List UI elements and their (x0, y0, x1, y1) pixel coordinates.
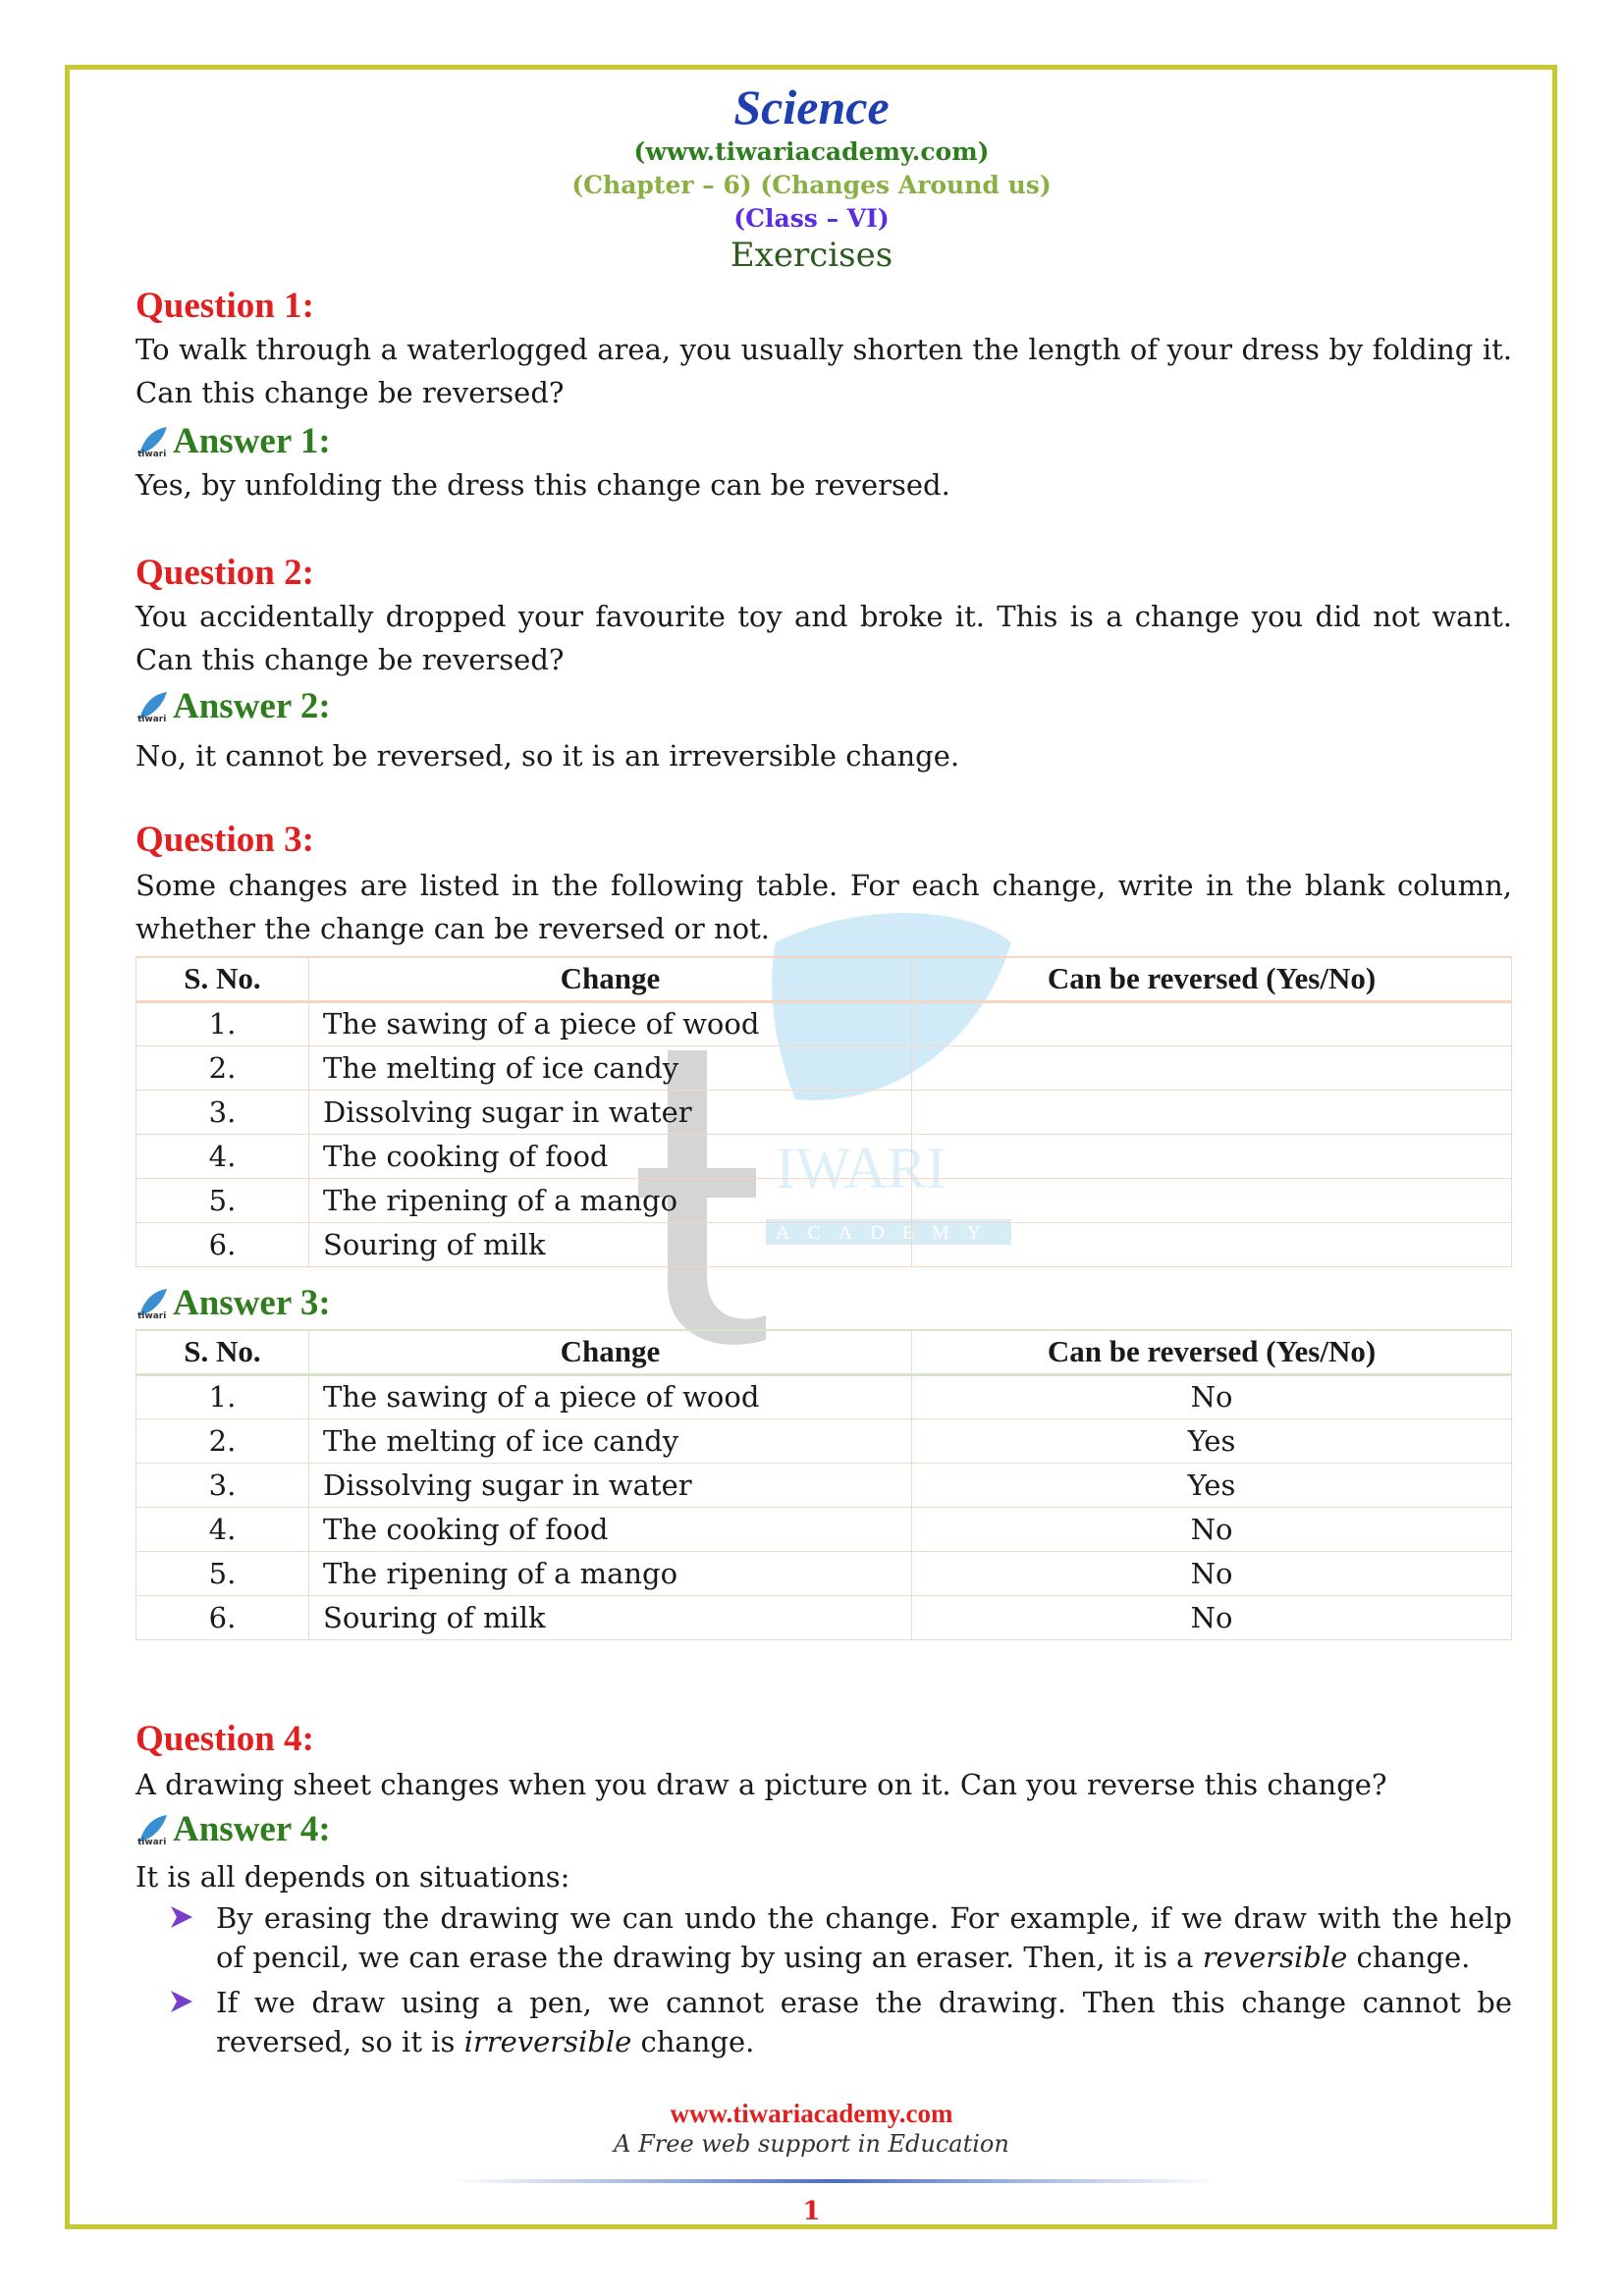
cell-change: The melting of ice candy (309, 1045, 912, 1090)
cell-sno: 1. (136, 1374, 309, 1418)
cell-sno: 3. (136, 1463, 309, 1507)
watermark-sub: ACADEMY (776, 1222, 1000, 1244)
header-chapter: (Chapter – 6) (Changes Around us) (571, 171, 1052, 199)
cell-sno: 1. (136, 1001, 309, 1045)
quill-icon (135, 690, 169, 723)
cell-sno: 6. (136, 1222, 309, 1266)
header-class: (Class – VI) (733, 204, 890, 233)
footer-divider (452, 2179, 1217, 2183)
answer-4-heading (135, 1808, 331, 1850)
page-title: Science (733, 80, 890, 134)
cell-blank (912, 1001, 1512, 1045)
cell-change: The cooking of food (309, 1507, 912, 1551)
table-row (136, 1507, 1512, 1551)
cell-sno: 6. (136, 1595, 309, 1639)
table-row (136, 1222, 1512, 1266)
cell-blank (912, 1045, 1512, 1090)
answer-4-list (216, 1898, 1512, 2067)
table-row (136, 1551, 1512, 1595)
cell-sno: 4. (136, 1507, 309, 1551)
answer-4-label: Answer 4: (173, 1809, 331, 1849)
page-number: 1 (802, 2197, 821, 2226)
watermark-brand: IWARI (776, 1136, 947, 1201)
header-sno: S. No. (136, 957, 309, 1001)
table-row (136, 1178, 1512, 1222)
cell-blank (912, 1178, 1512, 1222)
table-row (136, 1418, 1512, 1463)
table-row (136, 1045, 1512, 1090)
question-2-label: Question 2: (135, 553, 314, 593)
question-2-text: You accidentally dropped your favourite toy and broke it. This is a change you did not want. Can this change be reversed? (135, 600, 1512, 676)
cell-answer: No (912, 1374, 1512, 1418)
bullet-1-text: By erasing the drawing we can undo the change. For example, if we draw with the help of pencil, we can erase the drawing by using an eraser. Then, it is a (216, 1901, 1512, 1974)
arrow-bullet-icon (169, 1904, 194, 1930)
cell-blank (912, 1090, 1512, 1134)
answer-1-heading (135, 420, 331, 462)
svg-text:tiwari: tiwari (137, 449, 167, 458)
cell-sno: 5. (136, 1178, 309, 1222)
arrow-bullet-icon (169, 1989, 194, 2014)
header-reversible: Can be reversed (Yes/No) (912, 1330, 1512, 1374)
cell-answer: No (912, 1551, 1512, 1595)
cell-answer: No (912, 1595, 1512, 1639)
cell-sno: 4. (136, 1134, 309, 1178)
svg-text:tiwari: tiwari (137, 1310, 167, 1320)
cell-blank (912, 1134, 1512, 1178)
answer-2-text: No, it cannot be reversed, so it is an irreversible change. (135, 739, 960, 773)
table-row (136, 1374, 1512, 1418)
table-row (136, 1595, 1512, 1639)
answer-1-text: Yes, by unfolding the dress this change can be reversed. (135, 468, 950, 502)
bullet-1-tail: change. (1347, 1941, 1471, 1974)
cell-sno: 5. (136, 1551, 309, 1595)
header-sno: S. No. (136, 1330, 309, 1374)
list-item (216, 1898, 1512, 1977)
cell-change: The sawing of a piece of wood (309, 1001, 912, 1045)
list-item (216, 1983, 1512, 2061)
bullet-2-tail: change. (631, 2025, 755, 2058)
answer-4-intro: It is all depends on situations: (135, 1860, 570, 1894)
svg-text:tiwari: tiwari (137, 1837, 167, 1846)
header-change: Change (309, 957, 912, 1001)
question-3-text: Some changes are listed in the following table. For each change, write in the blank column, whether the change can be reversed or not. (135, 869, 1512, 945)
table-row (136, 1134, 1512, 1178)
cell-change: Dissolving sugar in water (309, 1090, 912, 1134)
question-3-label: Question 3: (135, 820, 314, 860)
table-row (136, 1463, 1512, 1507)
header-change: Change (309, 1330, 912, 1374)
question-1-label: Question 1: (135, 286, 314, 326)
question-3-table (135, 956, 1512, 1267)
cell-sno: 3. (136, 1090, 309, 1134)
answer-2-heading (135, 685, 331, 727)
cell-change: The ripening of a mango (309, 1551, 912, 1595)
cell-answer: Yes (912, 1418, 1512, 1463)
cell-answer: No (912, 1507, 1512, 1551)
question-4-label: Question 4: (135, 1719, 314, 1759)
bullet-2-emphasis: irreversible (463, 2025, 632, 2058)
bullet-1-emphasis: reversible (1202, 1941, 1348, 1974)
quill-icon (135, 425, 169, 458)
question-1-text: To walk through a waterlogged area, you usually shorten the length of your dress by folding it. Can this change be reversed? (135, 333, 1512, 409)
cell-change: Souring of milk (309, 1595, 912, 1639)
answer-3-label: Answer 3: (173, 1283, 331, 1323)
cell-sno: 2. (136, 1418, 309, 1463)
table-row (136, 1001, 1512, 1045)
table-header-row (136, 957, 1512, 1001)
bullet-2-text: If we draw using a pen, we cannot erase the drawing. Then this change cannot be reversed, so it is (216, 1986, 1512, 2058)
footer-website[interactable]: www.tiwariacademy.com (670, 2099, 953, 2128)
answer-2-label: Answer 2: (173, 686, 331, 726)
cell-sno: 2. (136, 1045, 309, 1090)
cell-answer: Yes (912, 1463, 1512, 1507)
svg-text:tiwari: tiwari (137, 714, 167, 723)
quill-icon (135, 1287, 169, 1320)
section-title: Exercises (730, 236, 893, 275)
answer-3-table (135, 1329, 1512, 1640)
footer-tagline: A Free web support in Education (614, 2130, 1009, 2158)
cell-change: Dissolving sugar in water (309, 1463, 912, 1507)
header-reversible: Can be reversed (Yes/No) (912, 957, 1512, 1001)
answer-3-heading (135, 1282, 331, 1324)
question-4-text: A drawing sheet changes when you draw a picture on it. Can you reverse this change? (135, 1768, 1387, 1801)
cell-change: Souring of milk (309, 1222, 912, 1266)
table-header-row (136, 1330, 1512, 1374)
header-website: (www.tiwariacademy.com) (633, 137, 990, 166)
cell-change: The cooking of food (309, 1134, 912, 1178)
quill-icon (135, 1813, 169, 1846)
cell-change: The ripening of a mango (309, 1178, 912, 1222)
answer-1-label: Answer 1: (173, 421, 331, 461)
cell-change: The melting of ice candy (309, 1418, 912, 1463)
cell-blank (912, 1222, 1512, 1266)
table-row (136, 1090, 1512, 1134)
cell-change: The sawing of a piece of wood (309, 1374, 912, 1418)
